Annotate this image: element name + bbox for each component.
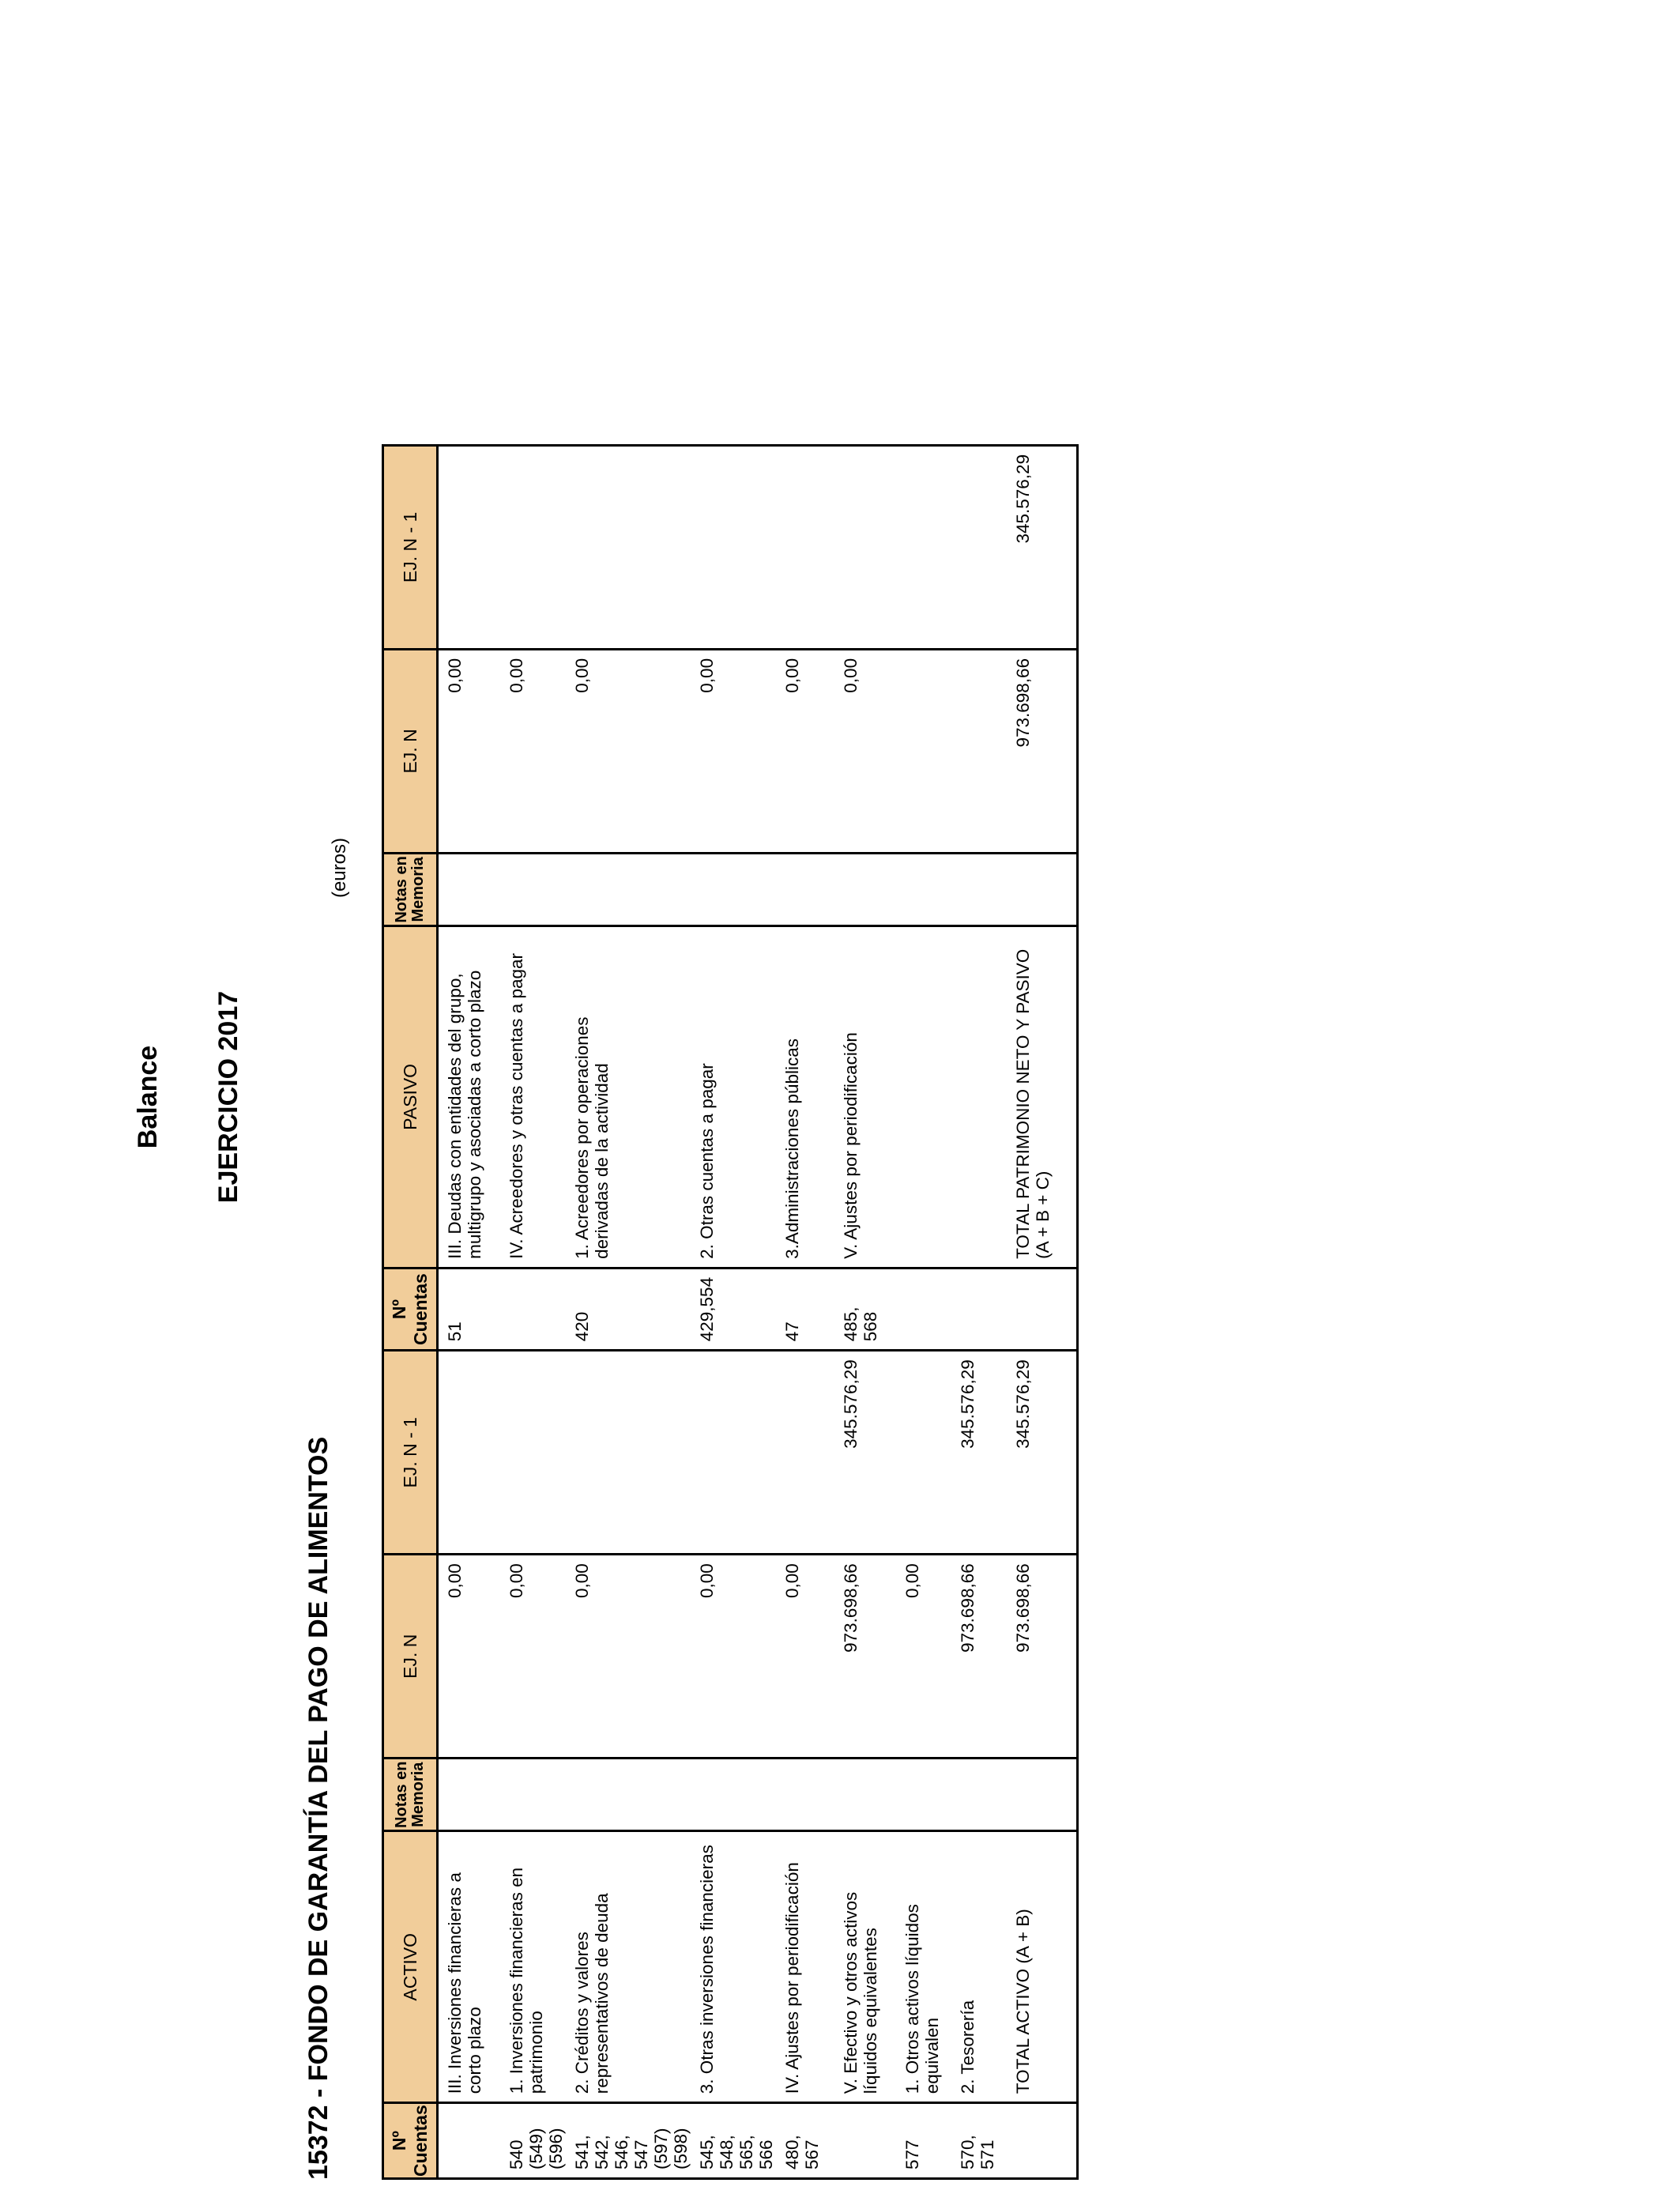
cell-ej-n-pasivo: 0,00 bbox=[566, 649, 691, 853]
cell-ej-n1-activo: 345.576,29 bbox=[951, 1351, 1007, 1555]
units-label: (euros) bbox=[329, 838, 350, 899]
header-notas-activo: Notas en Memoria bbox=[383, 1759, 438, 1831]
cell-ej-n1-activo bbox=[566, 1351, 691, 1555]
cell-cuentas-activo: 570, 571 bbox=[951, 2103, 1007, 2179]
cell-ej-n-pasivo bbox=[896, 649, 951, 853]
cell-cuentas-pasivo: 485, 568 bbox=[834, 1268, 896, 1350]
cell-ej-n1-pasivo bbox=[896, 445, 951, 649]
cell-pasivo: 3.Administraciones públicas bbox=[776, 925, 834, 1268]
cell-cuentas-pasivo bbox=[500, 1268, 566, 1350]
cell-notas-activo bbox=[691, 1759, 776, 1831]
cell-notas-pasivo bbox=[896, 853, 951, 925]
cell-ej-n-activo: 0,00 bbox=[500, 1555, 566, 1759]
cell-pasivo: IV. Acreedores y otras cuentas a pagar bbox=[500, 925, 566, 1268]
cell-ej-n1-pasivo bbox=[776, 445, 834, 649]
cell-ej-n1-activo: 345.576,29 bbox=[834, 1351, 896, 1555]
cell-activo: 1. Otros activos líquidos equivalen bbox=[896, 1831, 951, 2103]
cell-pasivo: 1. Acreedores por operaciones derivadas de la actividad bbox=[566, 925, 691, 1268]
cell-notas-activo bbox=[1007, 1759, 1078, 1831]
cell-ej-n-activo: 0,00 bbox=[896, 1555, 951, 1759]
header-ej-n1-pasivo: EJ. N - 1 bbox=[383, 445, 438, 649]
table-row bbox=[834, 445, 896, 2178]
cell-notas-pasivo bbox=[438, 853, 501, 925]
cell-notas-activo bbox=[566, 1759, 691, 1831]
table-row bbox=[500, 445, 566, 2178]
cell-notas-activo bbox=[776, 1759, 834, 1831]
cell-ej-n1-pasivo bbox=[951, 445, 1007, 649]
header-activo: ACTIVO bbox=[383, 1831, 438, 2103]
cell-cuentas-activo: 577 bbox=[896, 2103, 951, 2179]
cell-activo: 2. Créditos y valores representativos de deuda bbox=[566, 1831, 691, 2103]
cell-activo: TOTAL ACTIVO (A + B) bbox=[1007, 1831, 1078, 2103]
cell-cuentas-pasivo: 420 bbox=[566, 1268, 691, 1350]
cell-notas-pasivo bbox=[691, 853, 776, 925]
cell-ej-n-pasivo: 973.698,66 bbox=[1007, 649, 1078, 853]
header-cuentas-activo: Nº Cuentas bbox=[383, 2103, 438, 2179]
cell-pasivo bbox=[951, 925, 1007, 1268]
cell-notas-pasivo bbox=[951, 853, 1007, 925]
cell-pasivo: III. Deudas con entidades del grupo, multigrupo y asociadas a corto plazo bbox=[438, 925, 501, 1268]
cell-ej-n1-pasivo bbox=[834, 445, 896, 649]
header-ej-n-pasivo: EJ. N bbox=[383, 649, 438, 853]
table-row bbox=[691, 445, 776, 2178]
table-row bbox=[1007, 445, 1078, 2178]
header-ej-n1-activo: EJ. N - 1 bbox=[383, 1351, 438, 1555]
cell-ej-n-pasivo: 0,00 bbox=[438, 649, 501, 853]
cell-notas-activo bbox=[896, 1759, 951, 1831]
cell-cuentas-pasivo: 47 bbox=[776, 1268, 834, 1350]
cell-cuentas-activo: 545, 548, 565, 566 bbox=[691, 2103, 776, 2179]
cell-activo: IV. Ajustes por periodificación bbox=[776, 1831, 834, 2103]
header-pasivo: PASIVO bbox=[383, 925, 438, 1268]
cell-ej-n1-activo bbox=[776, 1351, 834, 1555]
cell-ej-n1-activo bbox=[500, 1351, 566, 1555]
cell-activo: 1. Inversiones financieras en patrimonio bbox=[500, 1831, 566, 2103]
cell-cuentas-pasivo: 429,554 bbox=[691, 1268, 776, 1350]
cell-pasivo: 2. Otras cuentas a pagar bbox=[691, 925, 776, 1268]
cell-ej-n1-pasivo bbox=[566, 445, 691, 649]
cell-ej-n-activo: 973.698,66 bbox=[951, 1555, 1007, 1759]
cell-ej-n1-pasivo: 345.576,29 bbox=[1007, 445, 1078, 649]
cell-ej-n1-activo: 345.576,29 bbox=[1007, 1351, 1078, 1555]
cell-ej-n-activo: 0,00 bbox=[776, 1555, 834, 1759]
table-row bbox=[951, 445, 1007, 2178]
cell-activo: 2. Tesorería bbox=[951, 1831, 1007, 2103]
cell-cuentas-activo bbox=[1007, 2103, 1078, 2179]
cell-ej-n1-activo bbox=[691, 1351, 776, 1555]
table-row bbox=[776, 445, 834, 2178]
header-notas-pasivo: Notas en Memoria bbox=[383, 853, 438, 925]
cell-cuentas-activo: 540 (549) (596) bbox=[500, 2103, 566, 2179]
document-subtitle: EJERCICIO 2017 bbox=[213, 990, 243, 1204]
cell-pasivo: TOTAL PATRIMONIO NETO Y PASIVO (A + B + C) bbox=[1007, 925, 1078, 1268]
cell-activo: 3. Otras inversiones financieras bbox=[691, 1831, 776, 2103]
cell-pasivo: V. Ajustes por periodificación bbox=[834, 925, 896, 1268]
cell-notas-activo bbox=[834, 1759, 896, 1831]
cell-ej-n1-activo bbox=[896, 1351, 951, 1555]
table-row bbox=[896, 445, 951, 2178]
cell-ej-n1-activo bbox=[438, 1351, 501, 1555]
cell-activo: V. Efectivo y otros activos líquidos equivalentes bbox=[834, 1831, 896, 2103]
cell-cuentas-pasivo bbox=[1007, 1268, 1078, 1350]
cell-ej-n-activo: 0,00 bbox=[691, 1555, 776, 1759]
cell-notas-activo bbox=[951, 1759, 1007, 1831]
cell-cuentas-pasivo bbox=[896, 1268, 951, 1350]
cell-notas-pasivo bbox=[500, 853, 566, 925]
cell-ej-n1-pasivo bbox=[691, 445, 776, 649]
cell-notas-pasivo bbox=[566, 853, 691, 925]
cell-notas-pasivo bbox=[834, 853, 896, 925]
cell-ej-n1-pasivo bbox=[500, 445, 566, 649]
cell-ej-n-pasivo: 0,00 bbox=[776, 649, 834, 853]
cell-activo: III. Inversiones financieras a corto plazo bbox=[438, 1831, 501, 2103]
cell-notas-activo bbox=[438, 1759, 501, 1831]
cell-cuentas-activo bbox=[834, 2103, 896, 2179]
balance-table bbox=[382, 444, 1079, 2180]
cell-ej-n-pasivo: 0,00 bbox=[834, 649, 896, 853]
cell-notas-pasivo bbox=[776, 853, 834, 925]
cell-ej-n-activo: 973.698,66 bbox=[834, 1555, 896, 1759]
cell-ej-n-activo: 0,00 bbox=[438, 1555, 501, 1759]
cell-ej-n-pasivo: 0,00 bbox=[500, 649, 566, 853]
cell-ej-n-activo: 973.698,66 bbox=[1007, 1555, 1078, 1759]
cell-ej-n1-pasivo bbox=[438, 445, 501, 649]
table-row bbox=[566, 445, 691, 2178]
header-row bbox=[383, 445, 438, 2178]
document-title: Balance bbox=[133, 1045, 163, 1149]
header-ej-n-activo: EJ. N bbox=[383, 1555, 438, 1759]
cell-cuentas-pasivo: 51 bbox=[438, 1268, 501, 1350]
cell-ej-n-pasivo bbox=[951, 649, 1007, 853]
table-row bbox=[438, 445, 501, 2178]
cell-cuentas-activo: 541, 542, 546, 547 (597) (598) bbox=[566, 2103, 691, 2179]
cell-cuentas-activo: 480, 567 bbox=[776, 2103, 834, 2179]
cell-notas-activo bbox=[500, 1759, 566, 1831]
entity-title: 15372 - FONDO DE GARANTÍA DEL PAGO DE ALIMENTOS bbox=[303, 1436, 333, 2180]
cell-notas-pasivo bbox=[1007, 853, 1078, 925]
cell-pasivo bbox=[896, 925, 951, 1268]
cell-ej-n-pasivo: 0,00 bbox=[691, 649, 776, 853]
cell-cuentas-activo bbox=[438, 2103, 501, 2179]
cell-ej-n-activo: 0,00 bbox=[566, 1555, 691, 1759]
header-cuentas-pasivo: Nº Cuentas bbox=[383, 1268, 438, 1350]
cell-cuentas-pasivo bbox=[951, 1268, 1007, 1350]
